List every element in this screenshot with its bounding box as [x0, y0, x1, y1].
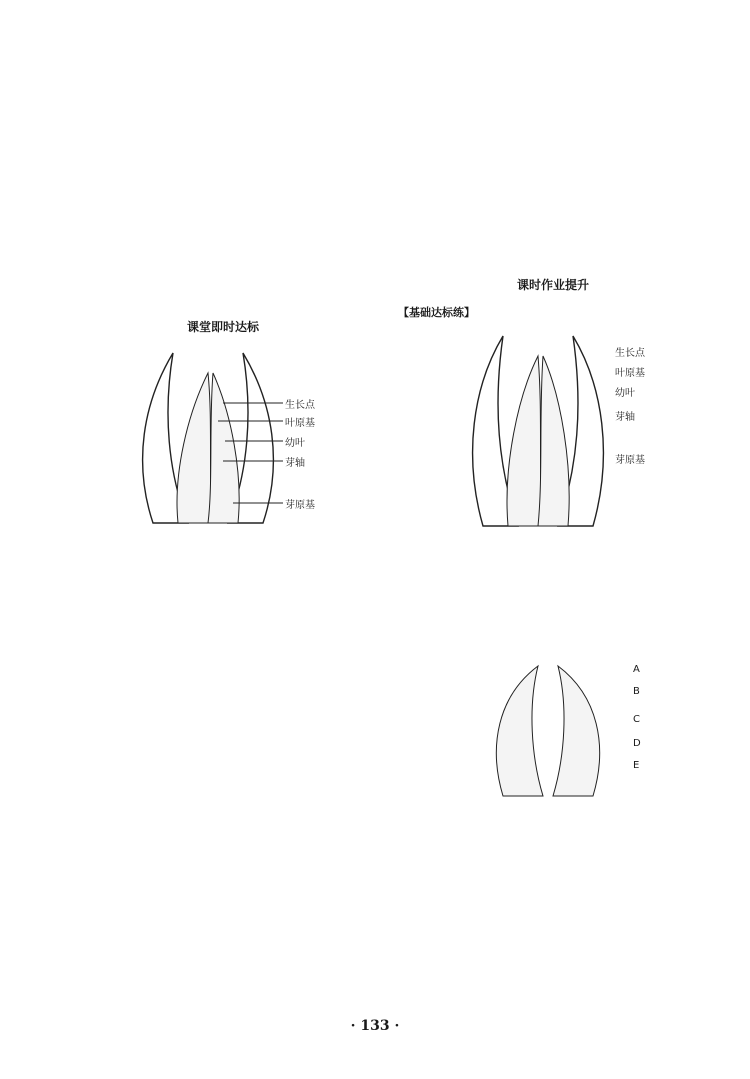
figure-label: 芽轴 [615, 412, 635, 423]
figure-label: 芽原基 [615, 455, 645, 466]
leaf-bud-diagram-2 [443, 326, 663, 536]
figure-label: 芽轴 [285, 458, 305, 469]
figure-label: 叶原基 [285, 418, 315, 429]
figure-label: A [633, 664, 640, 675]
figure-label: 生长点 [615, 348, 645, 359]
page-number: · 133 · [350, 1018, 400, 1034]
section-title-right: 课时作业提升 [516, 278, 589, 292]
left-column [68, 96, 378, 539]
figure-label: 幼叶 [285, 438, 305, 449]
figure-label: C [633, 714, 640, 725]
leaf-bud-drawing [443, 656, 663, 806]
leaf-bud-diagram-3 [443, 656, 663, 806]
leaf-bud-diagram-1 [113, 343, 333, 533]
figure-label: 幼叶 [615, 388, 635, 399]
figure-label: B [633, 686, 640, 697]
figure-label: 叶原基 [615, 368, 645, 379]
figure-label: 生长点 [285, 400, 315, 411]
right-column [398, 96, 708, 812]
figure-label: 芽原基 [285, 500, 315, 511]
boxed-section-title: 【基础达标练】 [398, 306, 475, 319]
figure-label: D [633, 738, 641, 749]
figure-label: E [633, 760, 640, 771]
section-title-left: 课堂即时达标 [186, 320, 259, 334]
